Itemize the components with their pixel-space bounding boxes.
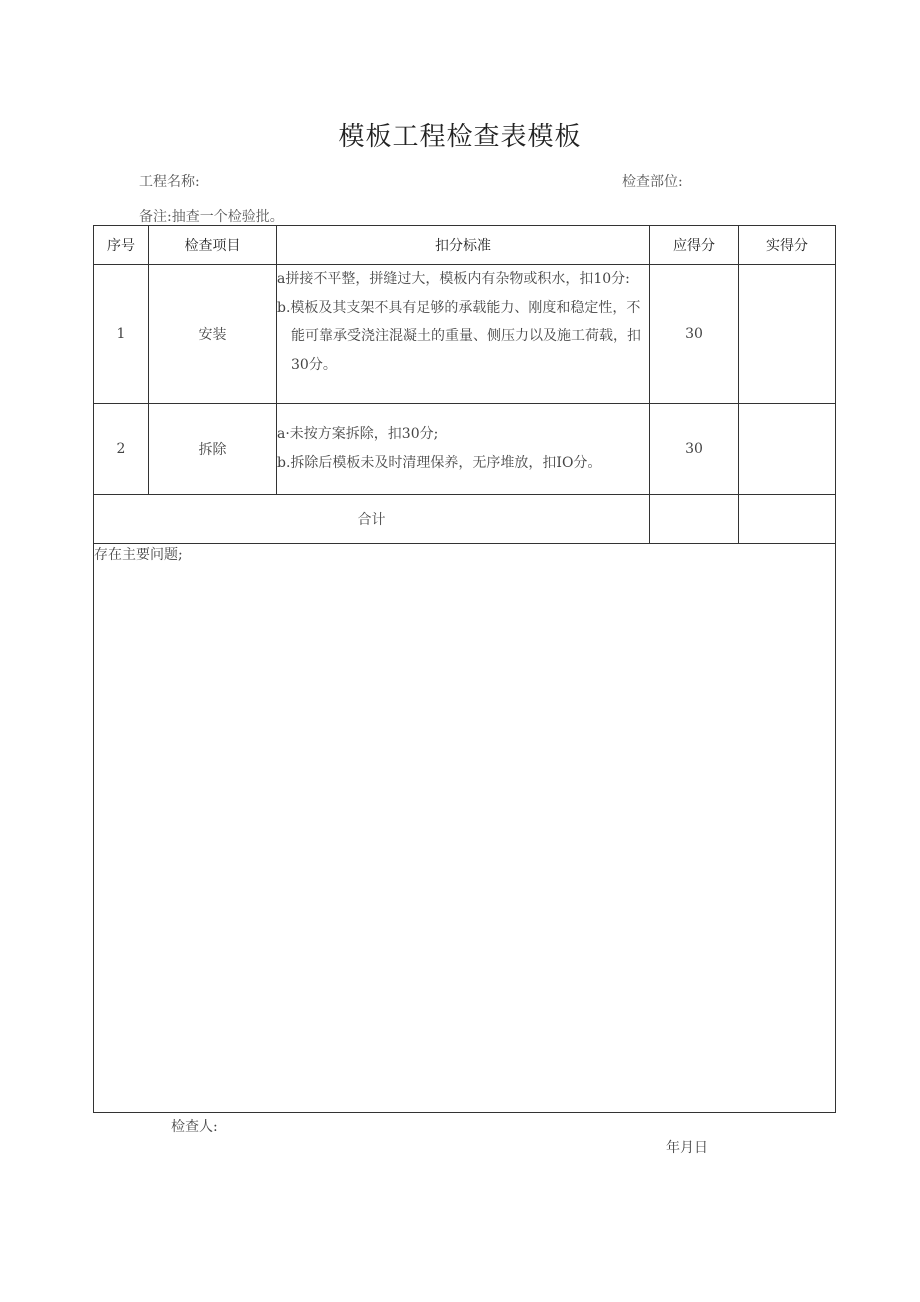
project-name-label: 工程名称:: [139, 174, 200, 190]
document-title: 模板工程检查表模板: [338, 122, 582, 152]
row-number: 1: [94, 265, 149, 404]
main-issues-label: 存在主要问题;: [94, 547, 183, 563]
criteria-line: b.模板及其支架不具有足够的承载能力、刚度和稳定性，不能可靠承受浇注混凝土的重量、侧压力以及施工荷载，扣30分。: [277, 299, 641, 373]
row-criteria: [277, 265, 650, 404]
table-header-row: [94, 226, 836, 265]
header-number: 序号: [94, 226, 149, 265]
table-row: [94, 265, 836, 404]
main-issues-area[interactable]: [94, 544, 836, 1113]
header-actual-score: 实得分: [739, 226, 836, 265]
total-row: [94, 495, 836, 544]
header-check-item: 检查项目: [149, 226, 277, 265]
date-label: 年月日: [666, 1140, 708, 1156]
criteria-line: a拼接不平整，拼缝过大，模板内有杂物或积水，扣10分:: [277, 271, 630, 287]
total-actual-score[interactable]: [739, 495, 836, 544]
inspector-label: 检查人:: [171, 1119, 218, 1135]
total-full-score[interactable]: [650, 495, 739, 544]
table-row: [94, 404, 836, 495]
row-check-item: 安装: [149, 265, 277, 404]
issues-row: [94, 544, 836, 1113]
inspection-location-label: 检查部位:: [622, 174, 683, 190]
row-full-score: 30: [650, 404, 739, 495]
inspection-table: [93, 225, 836, 1113]
criteria-line: b.拆除后模板未及时清理保养，无序堆放，扣IO分。: [277, 455, 602, 471]
header-full-score: 应得分: [650, 226, 739, 265]
remark-note: 备注:抽查一个检验批。: [139, 209, 284, 225]
row-full-score: 30: [650, 265, 739, 404]
row-actual-score[interactable]: [739, 265, 836, 404]
row-actual-score[interactable]: [739, 404, 836, 495]
criteria-line: a·未按方案拆除，扣30分;: [277, 426, 439, 442]
header-deduction-criteria: 扣分标准: [277, 226, 650, 265]
row-criteria: [277, 404, 650, 495]
total-label: 合计: [94, 495, 650, 544]
row-check-item: 拆除: [149, 404, 277, 495]
row-number: 2: [94, 404, 149, 495]
